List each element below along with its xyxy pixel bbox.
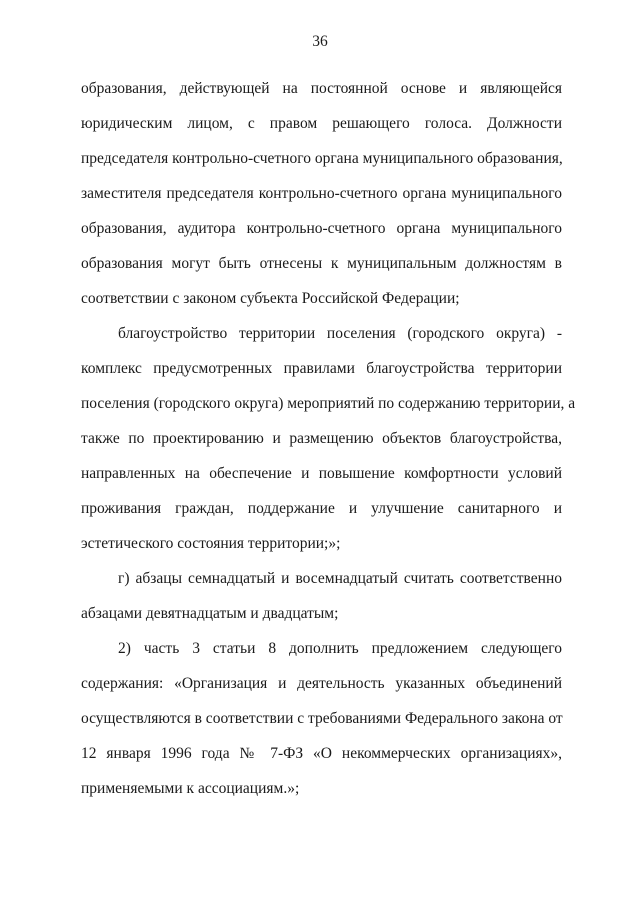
text-line: 2) часть 3 статьи 8 дополнить предложением следующего <box>118 640 562 657</box>
text-line: г) абзацы семнадцатый и восемнадцатый считать соответственно <box>118 570 562 587</box>
text-line: образования, аудитора контрольно-счетного органа муниципального <box>81 220 562 237</box>
text-line: комплекс предусмотренных правилами благоустройства территории <box>81 360 562 377</box>
text-line: поселения (городского округа) мероприятий по содержанию территории, а <box>81 395 576 412</box>
text-line: эстетического состояния территории;»; <box>81 535 341 552</box>
text-line: осуществляются в соответствии с требованиями Федерального закона от <box>81 710 563 727</box>
text-line: также по проектированию и размещению объектов благоустройства, <box>81 430 562 447</box>
text-line: председателя контрольно-счетного органа муниципального образования, <box>81 150 563 167</box>
text-line: заместителя председателя контрольно-счетного органа муниципального <box>81 185 562 202</box>
text-line: соответствии с законом субъекта Российской Федерации; <box>81 290 460 307</box>
text-line: направленных на обеспечение и повышение комфортности условий <box>81 465 562 482</box>
text-line: абзацами девятнадцатым и двадцатым; <box>81 605 339 622</box>
text-line: благоустройство территории поселения (городского округа) - <box>118 325 562 342</box>
text-line: проживания граждан, поддержание и улучшение санитарного и <box>81 500 562 517</box>
text-line: образования могут быть отнесены к муниципальным должностям в <box>81 255 562 272</box>
text-line: образования, действующей на постоянной основе и являющейся <box>81 80 562 97</box>
text-line: содержания: «Организация и деятельность указанных объединений <box>81 675 562 692</box>
document-body <box>81 71 576 806</box>
text-line: юридическим лицом, с правом решающего голоса. Должности <box>81 115 562 132</box>
text-line: применяемыми к ассоциациям.»; <box>81 780 300 797</box>
text-line: 12 января 1996 года № 7-ФЗ «О некоммерческих организациях», <box>81 745 562 762</box>
page-number: 36 <box>312 33 328 50</box>
